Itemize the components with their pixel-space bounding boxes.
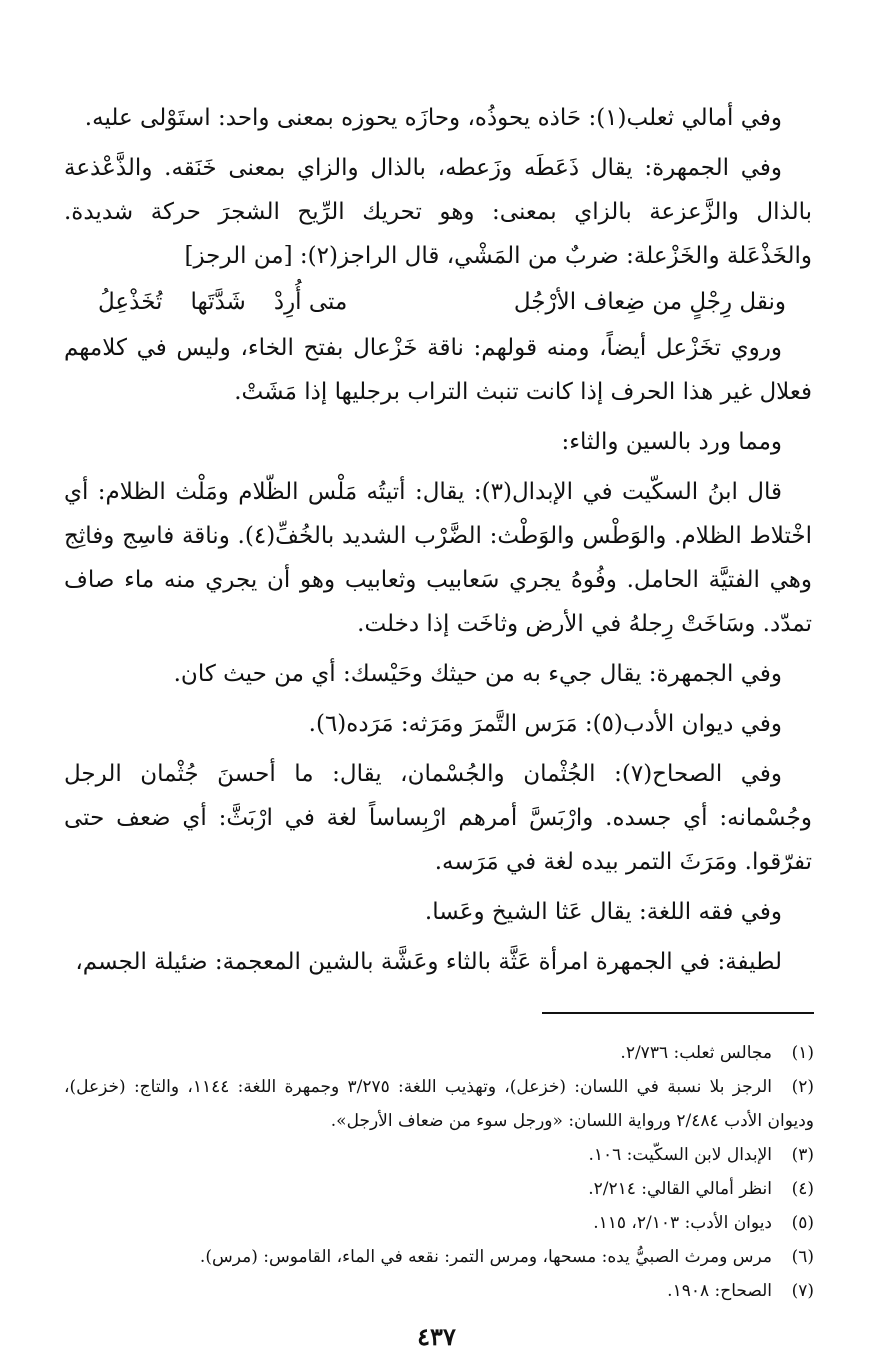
footnote-divider xyxy=(542,1012,814,1014)
footnote-number: (١) xyxy=(791,1043,814,1063)
paragraph-sin-tha-heading: ومما ورد بالسين والثاء: xyxy=(561,429,782,455)
footnote-6 xyxy=(64,1240,814,1274)
poem-hemistich-2 xyxy=(98,280,347,324)
page-number: ٤٣٧ xyxy=(417,1322,456,1351)
footnote-number: (٦) xyxy=(791,1247,814,1267)
paragraph-latifa: لطيفة: في الجمهرة امرأة عَثَّة بالثاء وعَشَّة بالشين المعجمة: ضئيلة الجسم، xyxy=(75,949,782,975)
paragraph-diwan-adab: وفي ديوان الأدب(٥): مَرَس التَّمرَ ومَرَثه: مَرَده(٦). xyxy=(308,711,782,737)
paragraph-amali-thalab: وفي أمالي ثعلب(١): حَاذه يحوذُه، وحازَه يحوزه بمعنى واحد: استَوْلى عليه. xyxy=(84,105,782,131)
footnote-text: مجالس ثعلب: ٢/٧٣٦. xyxy=(620,1043,772,1063)
poem-verse xyxy=(64,280,812,324)
paragraph-fiqh-lugha: وفي فقه اللغة: يقال عَثا الشيخ وعَسا. xyxy=(424,899,782,925)
footnote-text: انظر أمالي القالي: ٢/٢١٤. xyxy=(588,1179,772,1199)
main-text xyxy=(64,96,812,984)
footnotes xyxy=(64,1012,814,1308)
footnote-number: (٥) xyxy=(791,1213,814,1233)
footnote-1 xyxy=(64,1036,814,1070)
footnote-number: (٧) xyxy=(791,1281,814,1301)
footnote-3 xyxy=(64,1138,814,1172)
footnote-number: (٢) xyxy=(791,1077,814,1097)
paragraph-jamhara-1: وفي الجمهرة: يقال ذَعَطَه وزَعطه، بالذال والزاي بمعنى خَنَقه. والذَّعْذعة بالذال والزَّعزعة بالزاي بمعنى: وهو تحريك الرِّيح الشجرَ حركة شديدة. والخَذْعَلة والخَزْعلة: ضربٌ من المَشْي، قال الراجز(٢): [من الرجز] xyxy=(64,155,812,269)
paragraph-jamhara-2: وفي الجمهرة: يقال جيء به من حيثك وحَيْسك: أي من حيث كان. xyxy=(173,661,782,687)
poem-hemistich-1: ونقل رِجْلٍ من ضِعاف الأرْجُل xyxy=(513,289,786,315)
poem-hemistich-2-part-c: تُخَذْعِلُ xyxy=(98,289,163,315)
footnote-5 xyxy=(64,1206,814,1240)
footnote-text: الصحاح: ١٩٠٨. xyxy=(667,1281,772,1301)
paragraph-khazal: وروي تخَزْعل أيضاً، ومنه قولهم: ناقة خَزْعال بفتح الخاء، وليس في كلامهم فعلال غير هذا الحرف إذا كانت تنبث التراب برجليها إذا مَشَتْ. xyxy=(64,335,812,405)
footnote-text: ديوان الأدب: ٢/١٠٣، ١١٥. xyxy=(593,1213,772,1233)
footnote-text: الإبدال لابن السكّيت: ١٠٦. xyxy=(588,1145,772,1165)
footnote-number: (٣) xyxy=(791,1145,814,1165)
paragraph-sihah: وفي الصحاح(٧): الجُثْمان والجُسْمان، يقال: ما أحسنَ جُثْمان الرجل وجُسْمانه: أي جسده. وارْبَسَّ أمرهم ارْبِساساً لغة في ارْبَثَّ: أي ضعف حتى تفرّقوا. ومَرَثَ التمر بيده لغة في مَرَسه. xyxy=(64,761,812,875)
poem-hemistich-2-part-a: متى أُرِدْ xyxy=(273,289,348,315)
footnote-number: (٤) xyxy=(791,1179,814,1199)
footnote-text: الرجز بلا نسبة في اللسان: (خزعل)، وتهذيب اللغة: ٣/٢٧٥ وجمهرة اللغة: ١١٤٤، والتاج: (خزعل)، وديوان الأدب ٢/٤٨٤ ورواية اللسان: «ورجل سوء من ضعاف الأرجل». xyxy=(64,1077,814,1131)
footnote-text: مرس ومرث الصبيُّ يده: مسحها، ومرس التمر: نقعه في الماء، القاموس: (مرس). xyxy=(199,1247,772,1267)
footnote-2 xyxy=(64,1070,814,1138)
footnote-4 xyxy=(64,1172,814,1206)
paragraph-ibn-sikkit: قال ابنُ السكّيت في الإبدال(٣): يقال: أتيتُه مَلْس الظّلام ومَلْث الظلام: أي اخْتلاط الظلام. والوَطْس والوَطْث: الضَّرْب الشديد بالخُفِّ(٤). وناقة فاسِج وفاثِج وهي الفتيَّة الحامل. وفُوهُ يجري سَعابيب وثعابيب وهو أن يجري منه ماء صاف تمدّد. وسَاخَتْ رِجلهُ في الأرض وثاخَت إذا دخلت. xyxy=(64,479,812,637)
poem-hemistich-2-part-b: شَدَّتَها xyxy=(190,289,246,315)
footnote-7 xyxy=(64,1274,814,1308)
